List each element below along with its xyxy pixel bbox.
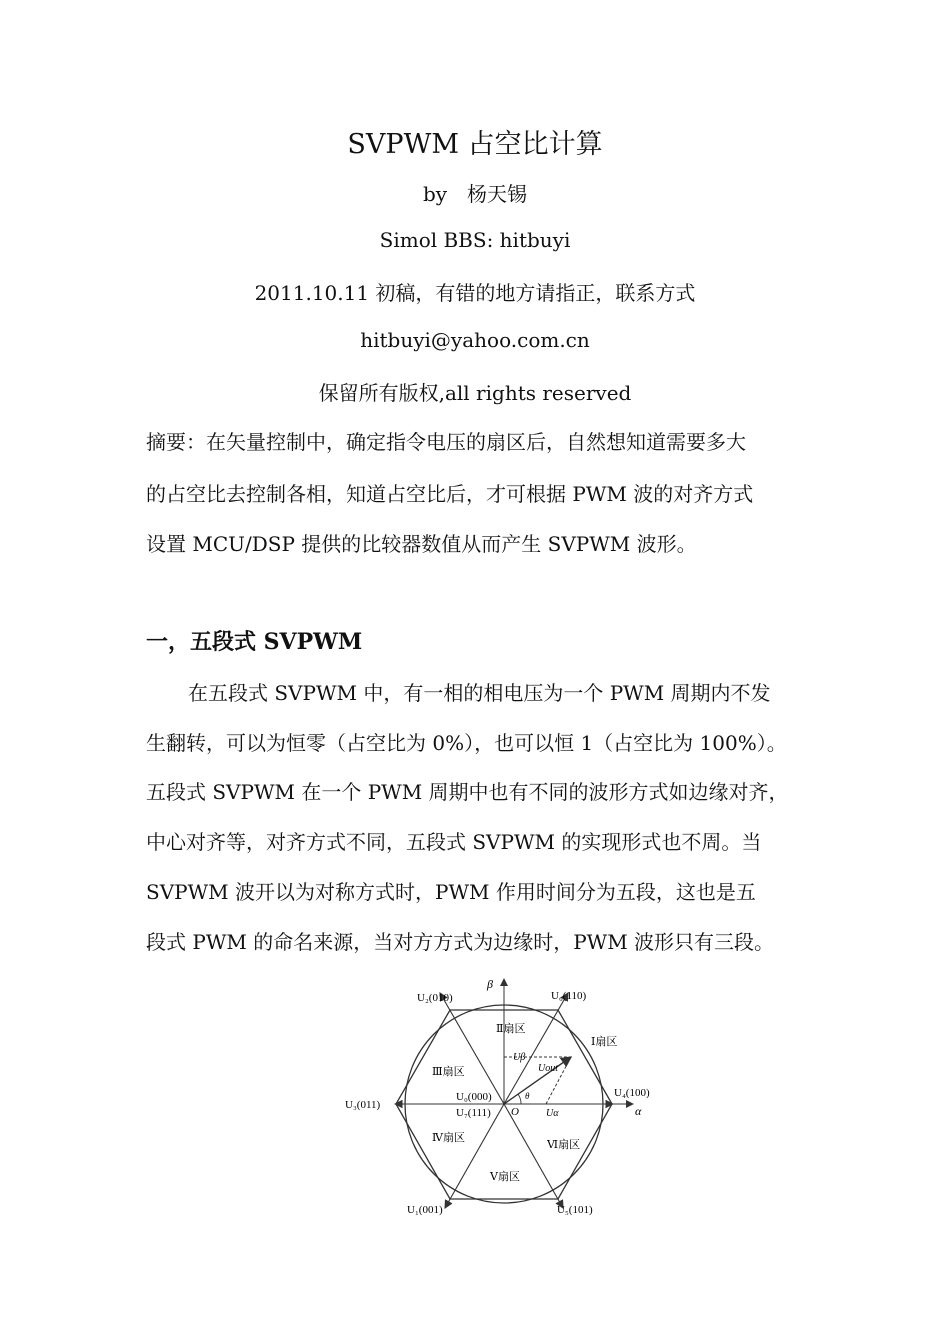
email-line: hitbuyi@yahoo.com.cn	[360, 328, 590, 352]
bbs-line: Simol BBS: hitbuyi	[379, 228, 571, 252]
origin-label: O	[511, 1106, 519, 1118]
body-line: 生翻转，可以为恒零（占空比为 0%），也可以恒 1（占空比为 100%）。	[146, 731, 787, 755]
theta-label: θ	[525, 1091, 530, 1101]
sector-label-3: Ⅲ扇区	[432, 1066, 465, 1078]
sector-label-4: Ⅳ扇区	[432, 1132, 465, 1144]
vector-label-u7: U₇(111)	[456, 1107, 491, 1119]
body-line: 在五段式 SVPWM 中，有一相的相电压为一个 PWM 周期内不发	[188, 681, 771, 705]
axis-alpha-label: α	[635, 1104, 642, 1118]
vector-label-u5: U₅(101)	[557, 1204, 593, 1216]
sector-label-2: Ⅱ扇区	[496, 1023, 526, 1035]
axis-beta-label: β	[487, 977, 493, 991]
vector-label-u3: U₃(011)	[345, 1099, 381, 1111]
ualpha-label: Uα	[546, 1108, 559, 1119]
sector-label-1: Ⅰ扇区	[591, 1036, 618, 1048]
vector-label-u4: U₄(100)	[614, 1087, 650, 1099]
page-title: SVPWM 占空比计算	[347, 129, 603, 160]
vector-label-u2: U₂(010)	[417, 992, 453, 1004]
body-line: 中心对齐等，对齐方式不同，五段式 SVPWM 的实现形式也不周。当	[146, 830, 762, 854]
sector-boundary	[504, 1104, 563, 1208]
abstract-line: 设置 MCU/DSP 提供的比较器数值从而产生 SVPWM 波形。	[146, 532, 697, 556]
vector-label-u0: U₀(000)	[456, 1091, 492, 1103]
author-line: by 杨天锡	[422, 182, 528, 206]
section-heading: 一，五段式 SVPWM	[146, 629, 363, 655]
date-note-line: 2011.10.11 初稿，有错的地方请指正，联系方式	[254, 281, 696, 305]
rights-line: 保留所有版权,all rights reserved	[318, 381, 632, 405]
sector-label-6: Ⅵ扇区	[547, 1139, 581, 1151]
abstract-line: 摘要：在矢量控制中，确定指令电压的扇区后，自然想知道需要多大	[146, 430, 746, 454]
sector-boundary	[445, 1104, 504, 1208]
uout-label: Uout	[538, 1063, 558, 1074]
body-line: 段式 PWM 的命名来源，当对方方式为边缘时，PWM 波形只有三段。	[146, 930, 775, 954]
vector-label-u6: U₆(110)	[551, 990, 587, 1002]
abstract-line: 的占空比去控制各相，知道占空比后，才可根据 PWM 波的对齐方式	[146, 482, 754, 506]
svpwm-vector-diagram	[335, 975, 675, 1220]
ubeta-label: Uβ	[513, 1052, 526, 1063]
body-line: 五段式 SVPWM 在一个 PWM 周期中也有不同的波形方式如边缘对齐，	[146, 780, 789, 804]
vector-label-u1: U₁(001)	[407, 1204, 443, 1216]
theta-arc	[518, 1094, 521, 1104]
sector-label-5: Ⅴ扇区	[490, 1171, 520, 1183]
body-line: SVPWM 波开以为对称方式时，PWM 作用时间分为五段，这也是五	[146, 880, 756, 904]
